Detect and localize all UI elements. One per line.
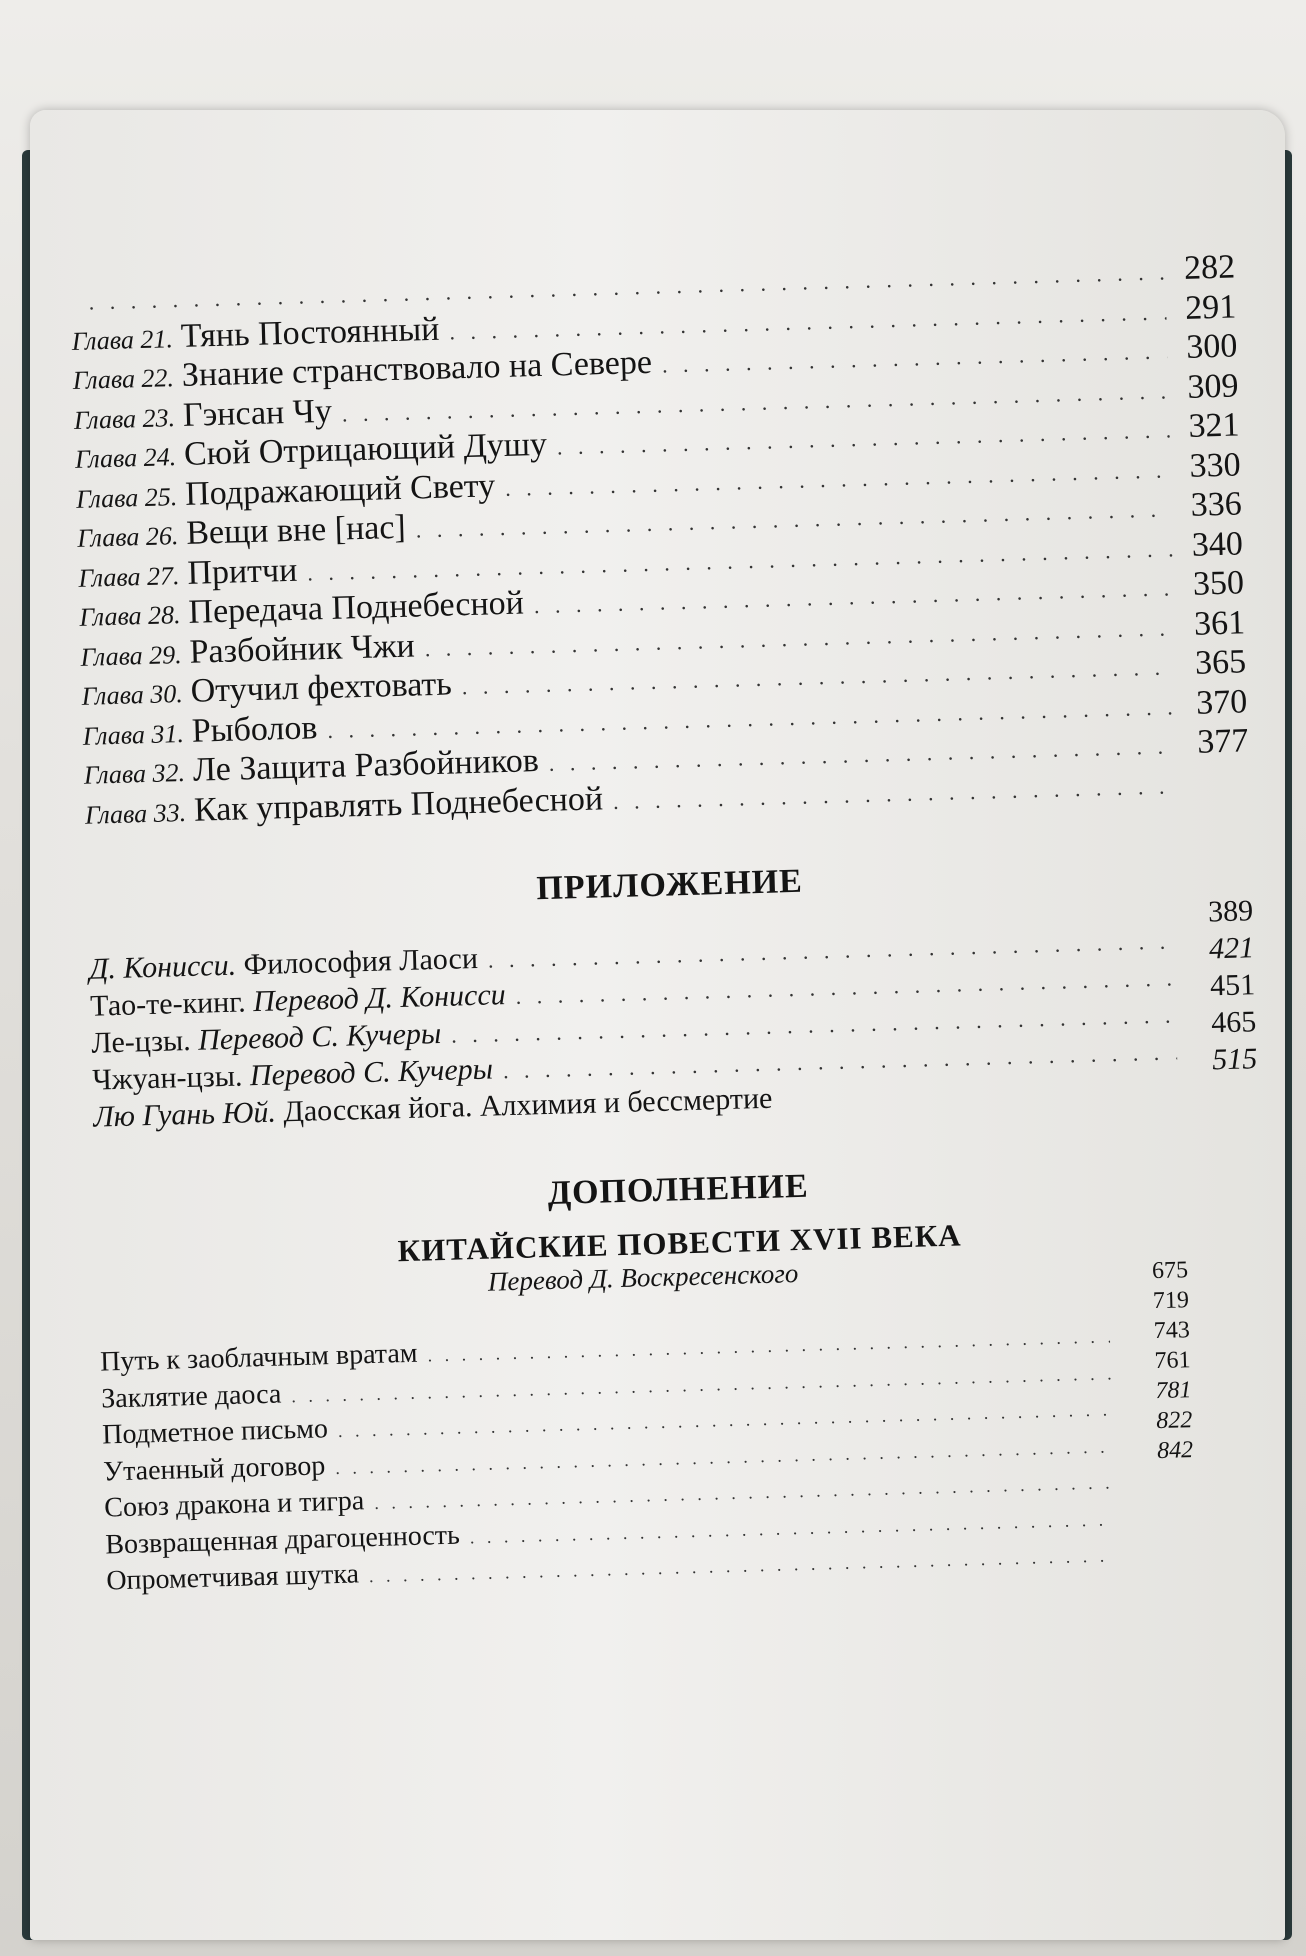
chapter-list [70,247,1250,832]
chapter-prefix: Глава 33. [84,797,187,830]
table-of-contents [70,247,1271,1600]
supplement-heading: ДОПОЛНЕНИЕ [547,1167,810,1213]
chapter-prefix: Глава 31. [82,718,185,751]
chapter-prefix: Глава 29. [80,639,183,672]
supplement-page-column [1152,1255,1194,1466]
chapter-title: Притчи [186,551,298,592]
page-number: 309 [1186,366,1239,406]
chapter-title: Знание странствовало на Севере [181,343,653,394]
appendix-heading: ПРИЛОЖЕНИЕ [535,862,804,908]
chapter-title: Как управлять Поднебесной [193,779,604,829]
story-title: Заклятие даоса [100,1378,282,1415]
appendix-author: Д. Конисси. [88,948,237,986]
page-number: 377 [1196,722,1249,761]
page-number [1190,791,1250,793]
appendix-title: Ле-цзы. [90,1023,192,1060]
chapter-prefix: Глава 26. [76,521,179,553]
page-number: 675 [1151,1257,1189,1285]
chapter-title: Рыболов [191,708,318,750]
appendix-translator: Перевод С. Кучеры [197,1016,442,1057]
chapter-title: Разбойник Чжи [189,627,416,671]
page-number: 421 [1208,931,1255,966]
chapter-title: Тянь Постоянный [180,310,440,355]
translator-line: Перевод Д. Воскресенского [487,1258,799,1297]
chapter-prefix: Глава 21. [71,323,174,356]
page-number: 370 [1195,682,1248,722]
page-number: 291 [1184,287,1237,327]
page-number: 365 [1194,643,1247,682]
story-title: Утаенный договор [102,1449,326,1488]
page-number: 451 [1209,968,1256,1003]
chapter-title: Гэнсан Чу [182,392,333,434]
supplement-subheading: КИТАЙСКИЕ ПОВЕСТИ XVII ВЕКА [397,1217,963,1269]
page-number: 842 [1156,1437,1194,1465]
story-title: Путь к заоблачным вратам [99,1337,418,1378]
story-title: Подметное письмо [101,1413,329,1451]
appendix-title: Даосская йога. Алхимия и бессмертие [282,1081,773,1129]
appendix-translator: Перевод С. Кучеры [249,1052,494,1093]
appendix-author: Лю Гуань Юй. [92,1095,277,1134]
page-number: 719 [1152,1287,1190,1315]
page-number: 340 [1191,524,1244,564]
page-number: 330 [1189,445,1242,485]
page-number: 781 [1155,1377,1192,1405]
page-number: 465 [1210,1005,1257,1040]
chapter-title: Отучил фехтовать [190,665,453,710]
page-number: 761 [1154,1347,1191,1375]
appendix-title: Чжуан-цзы. [91,1059,243,1097]
page-number: 282 [1183,248,1236,287]
page-number: 515 [1211,1042,1258,1077]
appendix-title: Философия Лаоси [243,941,479,982]
chapter-title: Подражающий Свету [184,466,496,513]
chapter-prefix: Глава 30. [81,679,184,711]
story-title: Возвращенная драгоценность [104,1519,461,1561]
appendix-translator: Перевод Д. Конисси [252,978,507,1019]
page-number: 350 [1192,564,1245,603]
page-number: 321 [1188,406,1241,445]
chapter-title: Вещи вне [нас] [185,508,407,552]
appendix-title: Тао-те-кинг. [89,985,247,1023]
page-number: 361 [1193,603,1246,643]
chapter-title: Сюй Отрицающий Душу [183,425,548,473]
chapter-prefix: Глава 28. [79,600,181,632]
chapter-prefix: Глава 22. [72,363,175,395]
chapter-prefix: Глава 32. [83,757,186,790]
chapter-prefix: Глава 25. [75,481,178,514]
chapter-prefix: Глава 24. [74,442,177,474]
chapter-prefix: Глава 27. [77,560,180,593]
page-number: 336 [1190,485,1243,524]
story-title: Опрометчивая шутка [105,1558,360,1597]
appendix-section [88,892,1258,1135]
page-number: 300 [1185,327,1238,366]
chapter-title: Ле Защита Разбойников [192,742,540,789]
page-number: 822 [1155,1407,1193,1435]
chapter-prefix: Глава 23. [73,402,176,435]
page-number: 743 [1153,1317,1191,1345]
chapter-title: Передача Поднебесной [187,584,525,631]
story-title: Союз дракона и тигра [103,1485,365,1524]
supplement-section [98,1247,1197,1600]
appendix-page-column [1208,892,1258,1078]
page-number: 389 [1207,894,1254,929]
